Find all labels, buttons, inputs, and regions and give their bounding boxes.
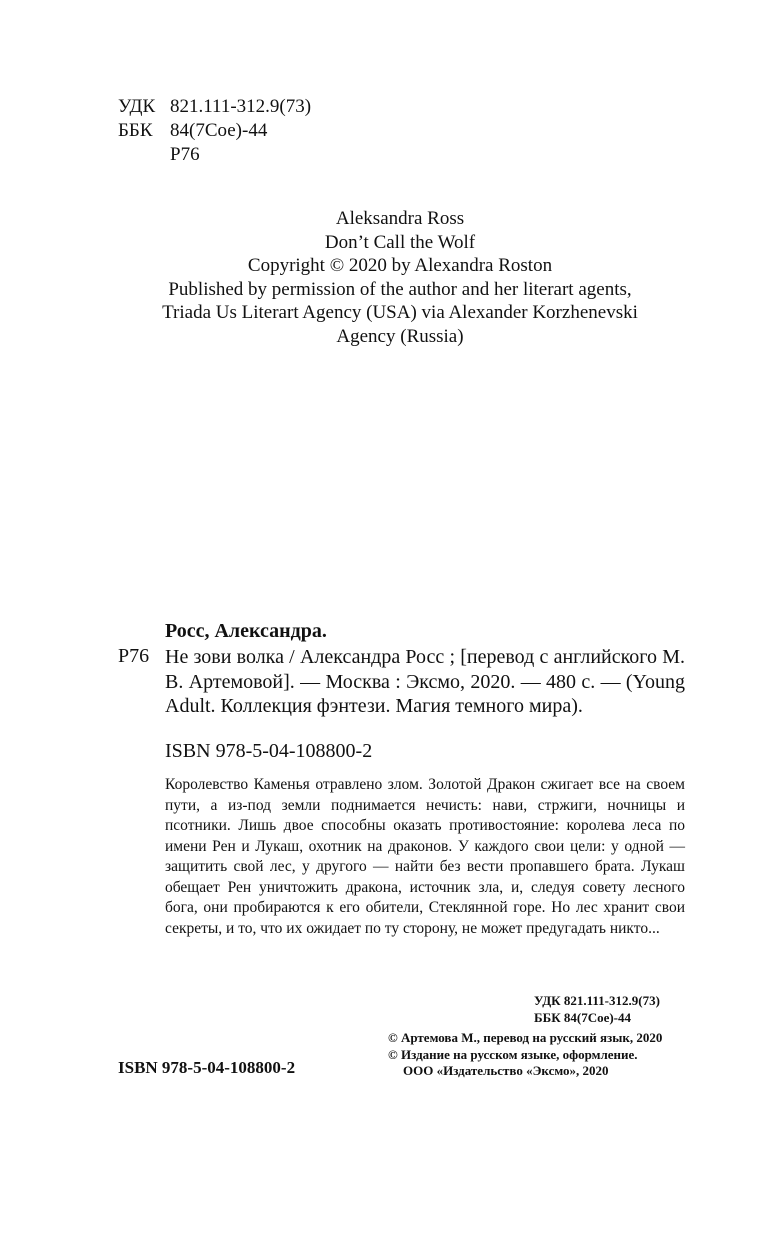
publisher-copyright: ООО «Издательство «Эксмо», 2020 [403,1063,609,1078]
bbk-label: ББК [118,120,153,141]
original-author: Aleksandra Ross [335,208,465,229]
original-title: Don’t Call the Wolf [324,231,476,253]
permission-line: Agency (Russia) [336,325,464,347]
bottom-classification [534,992,660,1026]
author-code-top: Р76 [170,144,200,165]
udk-row [118,95,311,119]
copyright-block [388,1030,662,1080]
udk-value: 821.111-312.9(73) [170,96,312,117]
annotation-text: Королевство Каменья отравлено злом. Золотой Дракон сжигает все на своем пути, а из-под земли поднимается нечисть: нави, стржиги, ночницы и псотники. Лишь двое способны оказать противостояние: королева леса по имени Рен и Лукаш, охотник на драконов. У каждого свои цели: у одной — защитить свой лес, у другого — найти без вести пропавшего брата. Лукаш обещает Рен уничтожить дракона, источник зла, и, следуя совету лесного бога, они пробираются к его обители, Стеклянной горе. Но лес хранит свои секреты, и то, что их ожидает по ту сторону, не может предугадать никто... [165,776,685,937]
original-copyright: Copyright © 2020 by Alexandra Roston [247,255,553,276]
catalog-isbn: ISBN 978-5-04-108800-2 [165,740,373,762]
original-edition-block [100,207,700,348]
top-classification [118,95,311,167]
catalog-description: Не зови волка / Александра Росс ; [перевод с английского М. В. Артемовой]. — Москва : Эксмо, 2020. — 480 с. — (Young Adult. Коллекция фэнтези. Магия темного мира). [165,646,685,717]
udk-label: УДК [118,96,156,117]
bottom-udk: УДК 821.111-312.9(73) [534,993,660,1008]
translation-copyright: © Артемова М., перевод на русский язык, 2020 [388,1030,663,1045]
catalog-author-heading: Росс, Александра. [165,620,327,642]
bbk-value: 84(7Сое)-44 [170,120,268,141]
annotation [165,775,685,939]
permission-line: Published by permission of the author and her literart agents, [168,278,632,300]
isbn-bottom: ISBN 978-5-04-108800-2 [118,1058,296,1077]
permission-line: Triada Us Literart Agency (USA) via Alexander Korzhenevski [162,302,638,323]
edition-copyright: © Издание на русском языке, оформление. [388,1046,638,1062]
bbk-row [118,119,311,143]
bottom-bbk: ББК 84(7Сое)-44 [534,1010,632,1025]
catalog-author-code: Р76 [118,645,150,667]
